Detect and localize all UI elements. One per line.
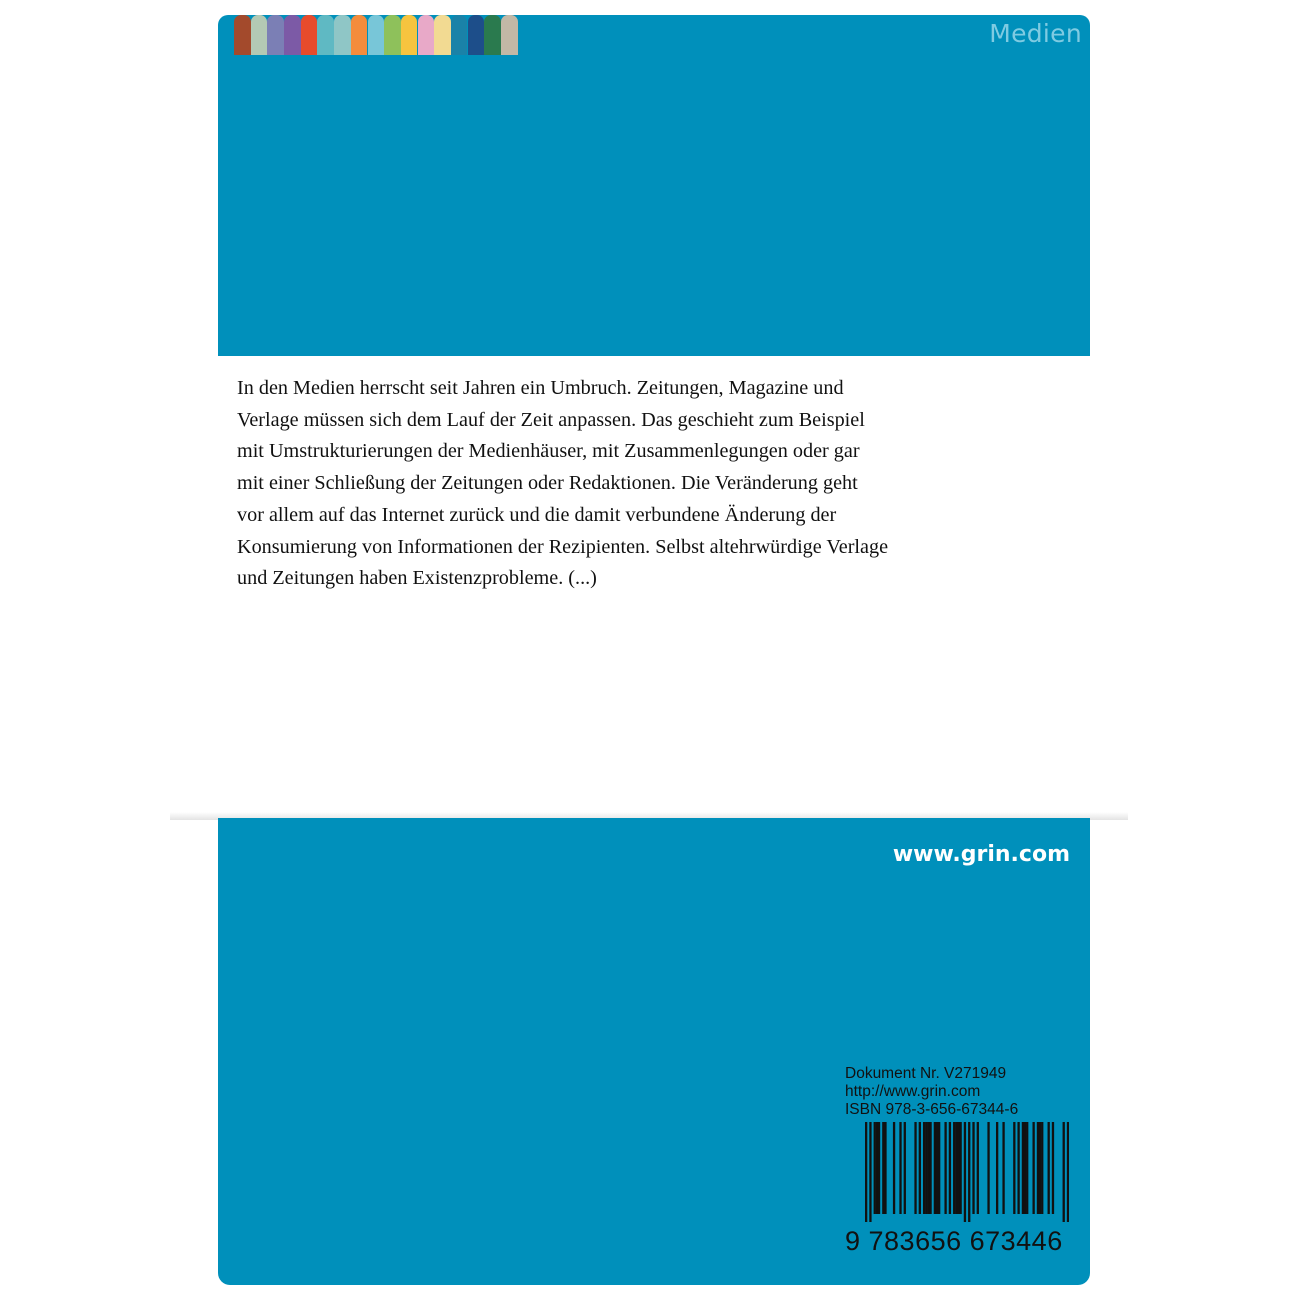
color-stripe xyxy=(401,15,418,55)
barcode-bar xyxy=(884,1122,886,1214)
barcode-bar xyxy=(923,1122,925,1214)
barcode-bar xyxy=(934,1122,936,1214)
barcode-digits: 9 783656 673446 xyxy=(845,1226,1063,1256)
blurb-line: mit einer Schließung der Zeitungen oder Redaktionen. Die Veränderung geht xyxy=(237,472,858,495)
barcode-bar xyxy=(914,1122,916,1214)
barcode-bar xyxy=(874,1122,876,1214)
color-stripe xyxy=(468,15,485,55)
barcode-bar xyxy=(959,1122,961,1214)
barcode-bar xyxy=(893,1122,895,1214)
barcode-bar xyxy=(1052,1122,1054,1214)
barcode-bar xyxy=(927,1122,929,1214)
barcode-bar xyxy=(1063,1122,1065,1222)
barcode-bar xyxy=(964,1122,966,1222)
barcode-bar xyxy=(904,1122,906,1214)
barcode-bar xyxy=(955,1122,957,1214)
color-stripe xyxy=(334,15,351,55)
barcode-bar xyxy=(968,1122,970,1222)
isbn-barcode xyxy=(845,1120,1071,1258)
back-cover-blurb xyxy=(237,373,957,595)
isbn-label: ISBN 978-3-656-67344-6 xyxy=(845,1101,1019,1118)
barcode-bar xyxy=(869,1122,871,1222)
blurb-line: In den Medien herrscht seit Jahren ein Umbruch. Zeitungen, Magazine und xyxy=(237,377,844,399)
barcode-bar xyxy=(925,1122,927,1214)
barcode-bar xyxy=(876,1122,878,1214)
color-stripe xyxy=(251,15,268,55)
barcode-bar xyxy=(1032,1122,1034,1214)
color-stripe xyxy=(301,15,318,55)
barcode-bar xyxy=(919,1122,921,1214)
barcode-bar xyxy=(972,1122,974,1214)
barcode-bar xyxy=(987,1122,989,1214)
barcode-bar xyxy=(957,1122,959,1214)
publisher-url: www.grin.com xyxy=(892,842,1070,867)
barcode-bar xyxy=(1022,1122,1024,1214)
color-stripes xyxy=(234,15,518,55)
color-stripe xyxy=(351,15,368,55)
barcode-bar xyxy=(1017,1122,1019,1214)
barcode-bar xyxy=(949,1122,951,1214)
document-info xyxy=(845,1065,1018,1119)
barcode-bar xyxy=(1037,1122,1039,1214)
barcode-bar xyxy=(1067,1122,1069,1222)
barcode-bar xyxy=(878,1122,880,1214)
barcode-bar xyxy=(977,1122,979,1214)
cover-bottom-panel xyxy=(218,818,1090,1285)
barcode-bar xyxy=(865,1122,867,1222)
color-stripe xyxy=(434,15,451,55)
barcode-bar xyxy=(929,1122,931,1214)
barcode-bar xyxy=(1026,1122,1028,1214)
blurb-line: Konsumierung von Informationen der Rezipienten. Selbst altehrwürdige Verlage xyxy=(237,535,889,558)
barcode-bar xyxy=(953,1122,955,1214)
color-stripe xyxy=(384,15,401,55)
blurb-line: vor allem auf das Internet zurück und die damit verbundene Änderung der xyxy=(237,503,837,526)
barcode-bar xyxy=(882,1122,884,1214)
blurb-line: Verlage müssen sich dem Lauf der Zeit anpassen. Das geschieht zum Beispiel xyxy=(237,408,865,431)
color-stripe xyxy=(317,15,334,55)
barcode-bar xyxy=(1013,1122,1015,1214)
blurb-line: mit Umstrukturierungen der Medienhäuser, mit Zusammenlegungen oder gar xyxy=(237,440,860,463)
barcode-bar xyxy=(899,1122,901,1214)
barcode-bar xyxy=(1024,1122,1026,1214)
barcode-bar xyxy=(996,1122,998,1214)
barcode-bar xyxy=(1048,1122,1050,1214)
color-stripe xyxy=(501,15,518,55)
color-stripe xyxy=(234,15,251,55)
color-stripe xyxy=(418,15,435,55)
blurb-line: und Zeitungen haben Existenzprobleme. (...) xyxy=(237,567,597,590)
cover-top-panel xyxy=(218,15,1090,356)
color-stripe xyxy=(484,15,501,55)
barcode-bar xyxy=(944,1122,946,1214)
barcode-bar xyxy=(1002,1122,1004,1214)
barcode-bar xyxy=(1039,1122,1041,1214)
document-number: Dokument Nr. V271949 xyxy=(845,1065,1007,1082)
color-stripe xyxy=(284,15,301,55)
color-stripe xyxy=(368,15,385,55)
category-label: Medien xyxy=(989,19,1082,48)
barcode-bar xyxy=(1041,1122,1043,1214)
document-url: http://www.grin.com xyxy=(845,1083,981,1100)
barcode-bar xyxy=(938,1122,940,1214)
color-stripe xyxy=(451,15,468,55)
color-stripe xyxy=(267,15,284,55)
barcode-bars xyxy=(865,1122,1069,1222)
barcode-bar xyxy=(936,1122,938,1214)
